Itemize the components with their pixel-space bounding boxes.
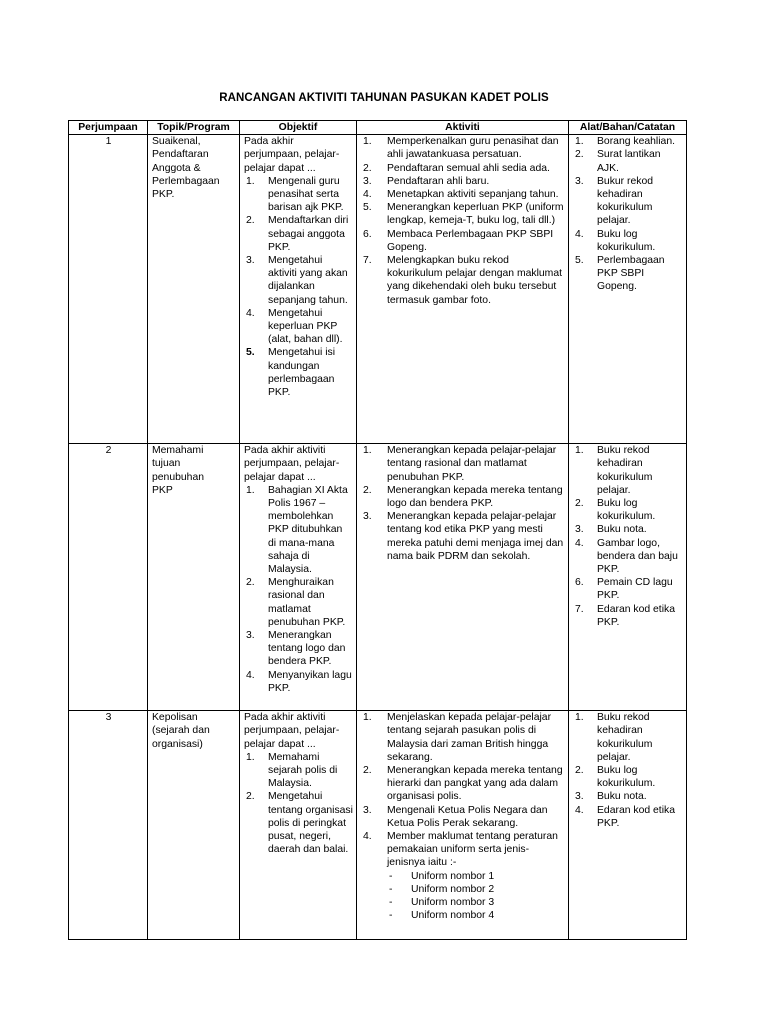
- list-item: 2. Surat lantikan AJK.: [575, 149, 661, 174]
- topic-cell: Memahami tujuan penubuhan PKP: [148, 444, 240, 711]
- list-item: 4. Menyanyikan lagu PKP.: [246, 669, 352, 694]
- list-item: 3. Bukur rekod kehadiran kokurikulum pelajar.: [575, 175, 654, 227]
- list-item: 1. Menjelaskan kepada pelajar-pelajar tentang sejarah pasukan polis di Malaysia dari zaman British hingga sekarang.: [363, 712, 552, 763]
- objective-intro: Pada akhir perjumpaan, pelajar-pelajar dapat ...: [244, 136, 340, 174]
- list-item: 2. Mengetahui tentang organisasi polis di peringkat pusat, negeri, daerah dan balai.: [246, 791, 353, 856]
- header-objektif: Objektif: [240, 121, 357, 135]
- uniform-item: - Uniform nombor 1: [389, 870, 495, 882]
- list-item: 3. Mengenali Ketua Polis Negara dan Ketua Polis Perak sekarang.: [363, 804, 548, 829]
- list-item: 1. Borang keahlian.: [575, 136, 675, 148]
- meeting-number: 3: [69, 711, 148, 940]
- list-item: 3. Buku nota.: [575, 524, 647, 536]
- list-item: 4. Member maklumat tentang peraturan pemakaian uniform serta jenis-jenisnya iaitu :-: [363, 831, 558, 869]
- uniform-item: - Uniform nombor 2: [389, 883, 495, 895]
- objective-cell: [240, 711, 357, 940]
- list-item: 2. Pendaftaran semual ahli sedia ada.: [363, 162, 550, 174]
- list-item: 6. Membaca Perlembagaan PKP SBPI Gopeng.: [363, 228, 554, 253]
- topic-cell: Kepolisan (sejarah dan organisasi): [148, 711, 240, 940]
- list-item: 2. Menerangkan kepada mereka tentang logo dan bendera PKP.: [363, 484, 563, 510]
- list-item: 6. Pemain CD lagu PKP.: [575, 577, 673, 602]
- objective-intro: Pada akhir aktiviti perjumpaan, pelajar-pelajar dapat ...: [244, 445, 340, 483]
- header-perjumpaan: Perjumpaan: [69, 121, 148, 135]
- topic-cell: Suaikenal, Pendaftaran Anggota & Perlembagaan PKP.: [148, 135, 240, 444]
- list-item: 1. Memahami sejarah polis di Malaysia.: [246, 751, 338, 790]
- materials-cell: [569, 444, 687, 711]
- materials-cell: [569, 135, 687, 444]
- objective-cell: [240, 135, 357, 444]
- list-item: 4. Menetapkan aktiviti sepanjang tahun.: [363, 189, 559, 201]
- list-item: 2. Mendaftarkan diri sebagai anggota PKP.: [246, 215, 349, 253]
- meeting-number: 2: [69, 444, 148, 711]
- list-item: 7. Edaran kod etika PKP.: [575, 603, 675, 628]
- activity-cell: [357, 135, 569, 444]
- header-topik: Topik/Program: [148, 121, 240, 135]
- table-row: [69, 444, 687, 711]
- list-item: 4. Mengetahui keperluan PKP (alat, bahan dll).: [246, 307, 343, 346]
- materials-cell: [569, 711, 687, 940]
- list-item: 1. Bahagian XI Akta Polis 1967 – membolehkan PKP ditubuhkan di mana-mana sahaja di Malaysia.: [246, 484, 348, 576]
- list-item: 1. Buku rekod kehadiran kokurikulum pelajar.: [575, 712, 653, 763]
- list-item: 3. Mengetahui aktiviti yang akan dijalankan sepanjang tahun.: [246, 255, 348, 306]
- objective-intro: Pada akhir aktiviti perjumpaan, pelajar-pelajar dapat ...: [244, 712, 340, 750]
- list-item: 4. Gambar logo, bendera dan baju PKP.: [575, 537, 678, 576]
- list-item: 1. Buku rekod kehadiran kokurikulum pelajar.: [575, 445, 653, 496]
- list-item: 3. Menerangkan tentang logo dan bendera PKP.: [246, 630, 346, 668]
- header-aktiviti: Aktiviti: [357, 121, 569, 135]
- objective-cell: [240, 444, 357, 711]
- list-item: 3. Buku nota.: [575, 791, 647, 803]
- activity-cell: [357, 444, 569, 711]
- list-item: 5. Perlembagaan PKP SBPI Gopeng.: [575, 255, 665, 293]
- activity-cell: [357, 711, 569, 940]
- activity-plan-table: [68, 120, 687, 940]
- list-item: 1. Mengenali guru penasihat serta barisan ajk PKP.: [246, 175, 344, 214]
- table-row: [69, 711, 687, 940]
- list-item: 5. Menerangkan keperluan PKP (uniform lengkap, kemeja-T, buku log, tali dll.): [363, 202, 564, 227]
- list-item: 2. Buku log kokurikulum.: [575, 765, 656, 790]
- table-row: [69, 135, 687, 444]
- uniform-item: - Uniform nombor 3: [389, 897, 495, 909]
- list-item: 3. Menerangkan kepada pelajar-pelajar tentang kod etika PKP yang mesti mereka patuhi demi menjaga imej dan nama baik PDRM dan sekolah.: [363, 511, 564, 562]
- uniform-item: - Uniform nombor 4: [389, 910, 495, 922]
- page-title: RANCANGAN AKTIVITI TAHUNAN PASUKAN KADET POLIS: [219, 92, 549, 104]
- table-header-row: [69, 121, 687, 135]
- list-item: 1. Menerangkan kepada pelajar-pelajar tentang rasional dan matlamat penubuhan PKP.: [363, 445, 557, 483]
- list-item: 2. Menerangkan kepada mereka tentang hierarki dan pangkat yang ada dalam organisasi polis.: [363, 765, 563, 803]
- list-item: 2. Buku log kokurikulum.: [575, 498, 656, 523]
- meeting-number: 1: [69, 135, 148, 444]
- list-item: 7. Melengkapkan buku rekod kokurikulum pelajar dengan maklumat yang dikehendaki oleh buku tersebut termasuk gambar foto.: [363, 255, 562, 306]
- list-item: 2. Menghuraikan rasional dan matlamat penubuhan PKP.: [246, 577, 346, 628]
- list-item: 4. Buku log kokurikulum.: [575, 228, 656, 253]
- list-item: 1. Memperkenalkan guru penasihat dan ahli jawatankuasa persatuan.: [363, 136, 559, 161]
- list-item: 3. Pendaftaran ahli baru.: [363, 175, 490, 187]
- list-item: 4. Edaran kod etika PKP.: [575, 804, 675, 829]
- list-item: 5. Mengetahui isi kandungan perlembagaan PKP.: [246, 347, 336, 399]
- header-alat: Alat/Bahan/Catatan: [569, 121, 687, 135]
